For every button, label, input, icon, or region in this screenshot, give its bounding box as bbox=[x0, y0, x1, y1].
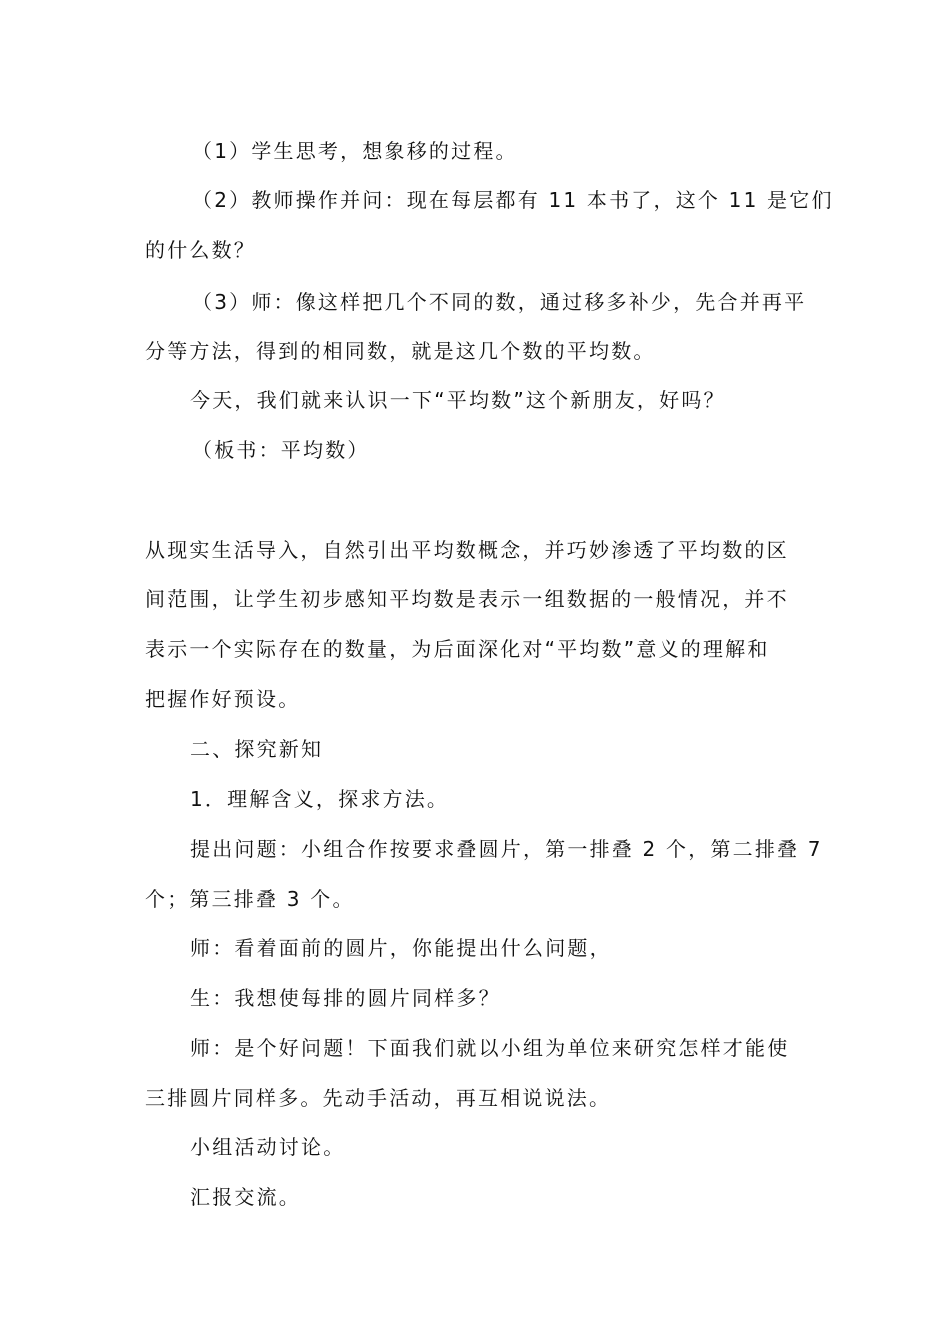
paragraph-line-8: 从现实生活导入，自然引出平均数概念，并巧妙渗透了平均数的区 bbox=[145, 538, 789, 562]
paragraph-line-6: 今天，我们就来认识一下“平均数”这个新朋友，好吗？ bbox=[190, 388, 726, 412]
paragraph-line-17: 生：我想使每排的圆片同样多？ bbox=[190, 986, 501, 1010]
paragraph-line-2: （2）教师操作并问：现在每层都有 11 本书了，这个 11 是它们 bbox=[192, 188, 834, 212]
paragraph-line-20: 小组活动讨论。 bbox=[190, 1135, 346, 1159]
section-heading: 二、探究新知 bbox=[190, 737, 324, 761]
paragraph-line-11: 把握作好预设。 bbox=[145, 687, 301, 711]
paragraph-line-15: 个；第三排叠 3 个。 bbox=[145, 887, 355, 911]
paragraph-line-5: 分等方法，得到的相同数，就是这几个数的平均数。 bbox=[145, 339, 656, 363]
paragraph-line-14: 提出问题：小组合作按要求叠圆片，第一排叠 2 个，第二排叠 7 bbox=[190, 837, 823, 861]
subsection-heading: 1．理解含义，探求方法。 bbox=[190, 787, 450, 811]
paragraph-line-18: 师：是个好问题！下面我们就以小组为单位来研究怎样才能使 bbox=[190, 1036, 790, 1060]
paragraph-line-4: （3）师：像这样把几个不同的数，通过移多补少，先合并再平 bbox=[192, 290, 807, 314]
paragraph-line-7: （板书：平均数） bbox=[192, 438, 370, 462]
paragraph-line-9: 间范围，让学生初步感知平均数是表示一组数据的一般情况，并不 bbox=[145, 587, 789, 611]
paragraph-line-16: 师：看着面前的圆片，你能提出什么问题， bbox=[190, 936, 612, 960]
paragraph-line-21: 汇报交流。 bbox=[190, 1185, 301, 1209]
paragraph-line-3: 的什么数？ bbox=[145, 238, 256, 262]
paragraph-line-10: 表示一个实际存在的数量，为后面深化对“平均数”意义的理解和 bbox=[145, 637, 770, 661]
paragraph-line-19: 三排圆片同样多。先动手活动，再互相说说法。 bbox=[145, 1086, 612, 1110]
paragraph-line-1: （1）学生思考，想象移的过程。 bbox=[192, 139, 518, 163]
